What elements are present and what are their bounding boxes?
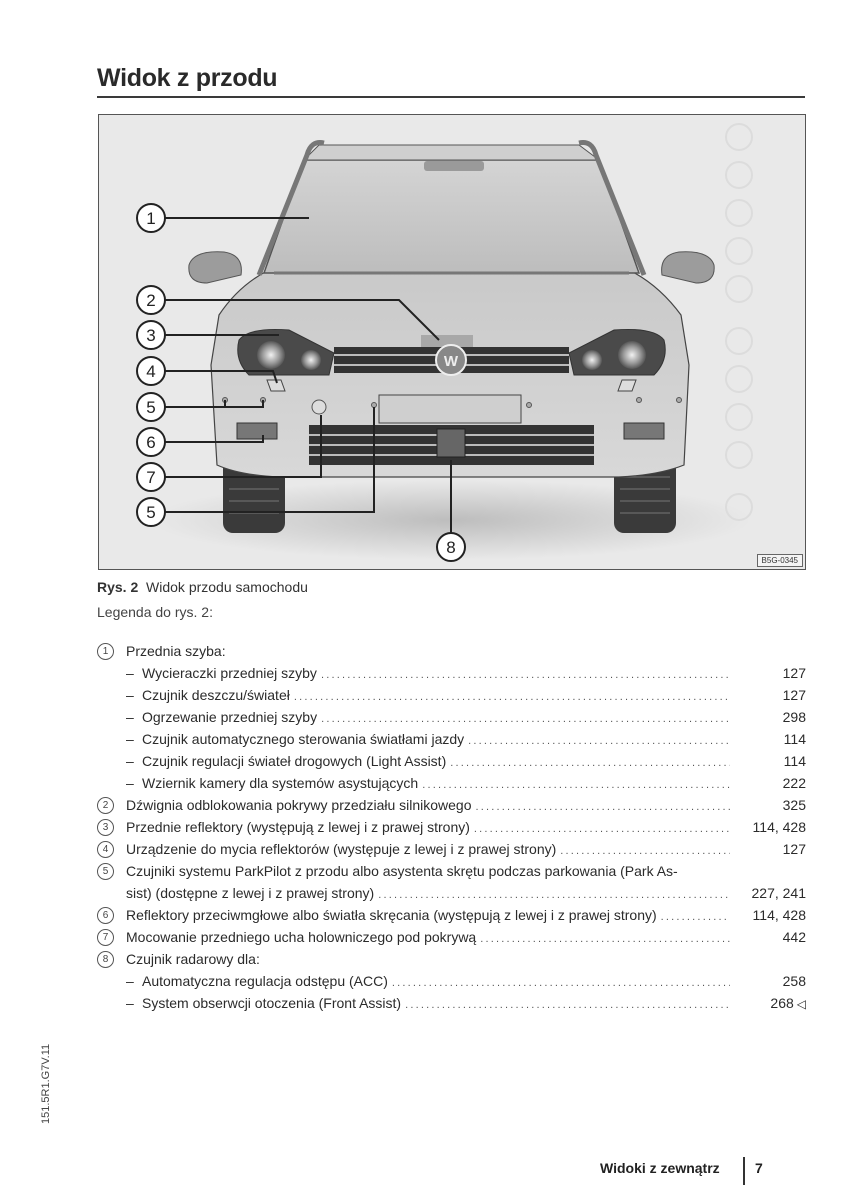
- radar-sensor: [437, 429, 465, 457]
- section-end-icon: ◁: [796, 997, 806, 1011]
- dash: –: [126, 973, 134, 989]
- dash: –: [126, 995, 134, 1011]
- page-number: 7: [755, 1160, 763, 1176]
- document-code: 151.5R1.G7V.11: [40, 1043, 52, 1124]
- subitem-label: System obserwcji otoczenia (Front Assist): [142, 995, 402, 1011]
- car-front-illustration: [99, 115, 805, 569]
- callout-6: [137, 428, 165, 456]
- dash: –: [126, 665, 134, 681]
- rear-view-mirror-base: [424, 161, 484, 171]
- page-ref[interactable]: 114, 428: [752, 907, 806, 923]
- page-ref[interactable]: 127: [782, 841, 806, 857]
- subitem-label: Ogrzewanie przedniej szyby: [142, 709, 318, 725]
- item-number: 4: [97, 841, 114, 858]
- left-fog-light: [237, 423, 277, 439]
- dash: –: [126, 709, 134, 725]
- callout-4: [137, 357, 165, 385]
- legend-subitem: [97, 772, 806, 794]
- subitem-label: Wziernik kamery dla systemów asystujących: [142, 775, 419, 791]
- callout-3: [137, 321, 165, 349]
- legend-item-4: [97, 838, 806, 860]
- subitem-label: Czujnik deszczu/świateł: [142, 687, 290, 703]
- callout-7: [137, 463, 165, 491]
- item-label: Urządzenie do mycia reflektorów (występuje z lewej i z prawej strony): [126, 841, 557, 857]
- callout-label: 1: [146, 209, 156, 228]
- legend-subitem: [97, 728, 806, 750]
- callout-label: 3: [146, 326, 156, 345]
- legend-item-3: [97, 816, 806, 838]
- callout-label: 4: [146, 362, 156, 381]
- callout-label: 7: [146, 468, 156, 487]
- callout-2: [137, 286, 165, 314]
- tow-eye-cover: [312, 400, 326, 414]
- dash: –: [126, 687, 134, 703]
- item-number: 6: [97, 907, 114, 924]
- callout-label: 6: [146, 433, 156, 452]
- legend-item-5: [97, 860, 806, 904]
- caption-text: Widok przodu samochodu: [146, 579, 308, 595]
- footer-divider: [743, 1157, 745, 1185]
- license-plate: [379, 395, 521, 423]
- subitem-label: Automatyczna regulacja odstępu (ACC): [142, 973, 388, 989]
- figure-caption: [97, 579, 308, 595]
- legend-item-7: [97, 926, 806, 948]
- page-ref[interactable]: 114: [783, 731, 806, 747]
- item-number: 1: [97, 643, 114, 660]
- legend-subitem: [97, 992, 806, 1014]
- subitem-label: Wycieraczki przedniej szyby: [142, 665, 317, 681]
- page-ref[interactable]: 442: [782, 929, 806, 945]
- item-number: 8: [97, 951, 114, 968]
- legend-item-2: [97, 794, 806, 816]
- subitem-label: Czujnik regulacji świateł drogowych (Light Assist): [142, 753, 447, 769]
- legend-item-8: [97, 948, 806, 970]
- item-number: 3: [97, 819, 114, 836]
- dash: –: [126, 731, 134, 747]
- page-ref[interactable]: 325: [782, 797, 806, 813]
- left-side-mirror: [189, 252, 242, 283]
- figure-code: B5G-0345: [757, 554, 803, 567]
- roof: [304, 145, 599, 160]
- right-side-mirror: [662, 252, 715, 283]
- caption-label: Rys. 2: [97, 579, 139, 595]
- item-number: 7: [97, 929, 114, 946]
- legend-subitem: [97, 706, 806, 728]
- item-label: Mocowanie przedniego ucha holowniczego pod pokrywą: [126, 929, 477, 945]
- dash: –: [126, 753, 134, 769]
- legend-subitem: [97, 662, 806, 684]
- callout-label: 2: [146, 291, 156, 310]
- callout-label: 5: [146, 503, 156, 522]
- svg-text:W: W: [443, 353, 459, 370]
- page-ref[interactable]: 227, 241: [751, 885, 806, 901]
- item-label: Przednia szyba:: [126, 643, 226, 659]
- page-ref[interactable]: 222: [782, 775, 806, 791]
- title-rule: [97, 96, 805, 98]
- item-label: Dźwignia odblokowania pokrywy przedziału silnikowego: [126, 797, 472, 813]
- item-label-line1: Czujniki systemu ParkPilot z przodu albo asystenta skrętu podczas parkowania (Park As-: [126, 863, 678, 879]
- windshield: [264, 160, 639, 273]
- page-ref[interactable]: 127: [782, 665, 806, 681]
- ghost-callouts: [726, 124, 752, 520]
- item-number: 5: [97, 863, 114, 880]
- dash: –: [126, 775, 134, 791]
- callout-5a: [137, 393, 165, 421]
- page-ref[interactable]: 258: [782, 973, 806, 989]
- page-ref[interactable]: 298: [782, 709, 806, 725]
- callout-label: 8: [446, 538, 456, 557]
- callout-5b: [137, 498, 165, 526]
- legend-subitem: [97, 684, 806, 706]
- page-title: Widok z przodu: [97, 64, 278, 92]
- subitem-label: Czujnik automatycznego sterowania światłami jazdy: [142, 731, 465, 747]
- legend-item-1: [97, 640, 806, 662]
- callout-label: 5: [146, 398, 156, 417]
- page-ref[interactable]: 114: [783, 753, 806, 769]
- legend-subitem: [97, 750, 806, 772]
- legend-item-6: [97, 904, 806, 926]
- legend-list: [97, 640, 806, 1014]
- item-label: Reflektory przeciwmgłowe albo światła skręcania (występują z lewej i z prawej strony): [126, 907, 657, 923]
- page-ref[interactable]: 114, 428: [752, 819, 806, 835]
- callout-1: [137, 204, 165, 232]
- item-label-line2: sist) (dostępne z lewej i z prawej strony): [126, 885, 375, 901]
- item-label: Przednie reflektory (występują z lewej i z prawej strony): [126, 819, 470, 835]
- callout-8: [437, 533, 465, 561]
- footer-section-title: Widoki z zewnątrz: [600, 1160, 720, 1176]
- legend-title: Legenda do rys. 2:: [97, 604, 213, 620]
- right-fog-light: [624, 423, 664, 439]
- page-ref[interactable]: 268: [770, 995, 794, 1011]
- page-ref[interactable]: 127: [782, 687, 806, 703]
- item-label: Czujnik radarowy dla:: [126, 951, 260, 967]
- item-number: 2: [97, 797, 114, 814]
- car-front-figure: [98, 114, 806, 570]
- legend-subitem: [97, 970, 806, 992]
